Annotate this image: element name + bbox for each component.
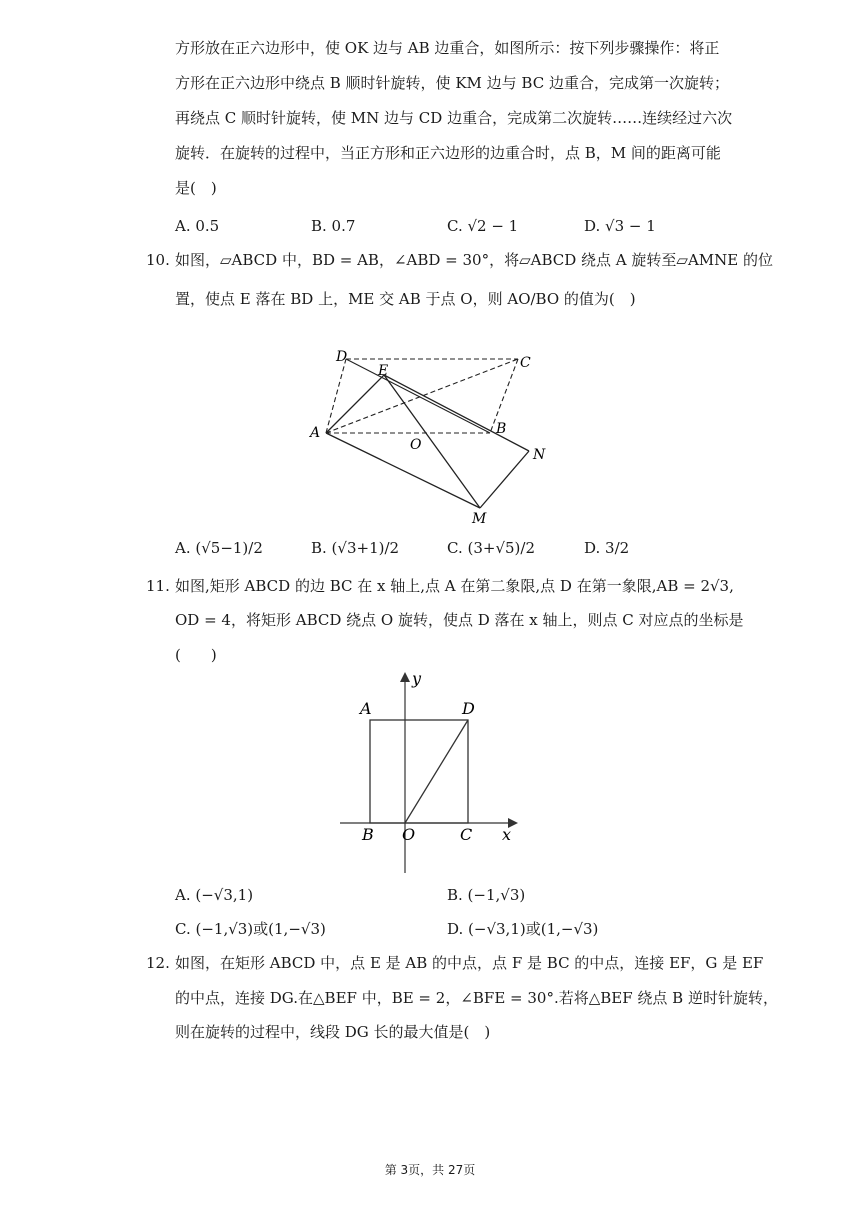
- q11-label-b: B: [362, 825, 374, 844]
- q11-line-2: OD = 4，将矩形 ABCD 绕点 O 旋转，使点 D 落在 x 轴上，则点 C 对应点的坐标是: [175, 611, 744, 629]
- q9-line-3: 再绕点 C 顺时针旋转，使 MN 边与 CD 边重合，完成第二次旋转……连续经过六次: [175, 109, 733, 127]
- q11-option-b: B. (−1,√3): [447, 886, 526, 904]
- q10-seg-am: [326, 433, 480, 508]
- q11-label-d: D: [462, 699, 475, 718]
- q11-label-y: y: [412, 669, 422, 688]
- q11-label-o: O: [402, 825, 416, 844]
- q11-option-d: D. (−√3,1)或(1,−√3): [447, 920, 599, 938]
- q11-option-a: A. (−√3,1): [175, 886, 254, 904]
- q10-label-a: A: [310, 425, 321, 441]
- q12-line-2: 的中点，连接 DG.在△BEF 中，BE = 2，∠BFE = 30°.若将△BEF 绕点 B 逆时针旋转，: [175, 989, 778, 1007]
- q10-seg-ae: [326, 375, 384, 433]
- q9-option-a: A. 0.5: [175, 217, 220, 235]
- q11-line-3: ( ): [175, 646, 217, 664]
- q12-line-3: 则在旋转的过程中，线段 DG 长的最大值是( ): [175, 1023, 491, 1041]
- q9-line-2: 方形在正六边形中绕点 B 顺时针旋转，使 KM 边与 BC 边重合，完成第一次旋转；: [175, 74, 729, 92]
- q9-option-c: C. √2 − 1: [447, 217, 519, 235]
- q10-seg-ne: [384, 375, 529, 451]
- q9-option-d: D. √3 − 1: [584, 217, 656, 235]
- q10-figure: [300, 343, 560, 528]
- q11-number: 11.: [146, 577, 170, 595]
- q11-option-c: C. (−1,√3)或(1,−√3): [175, 920, 326, 938]
- q11-seg-od: [405, 720, 468, 823]
- q10-seg-mn: [480, 451, 529, 508]
- q11-figure: [330, 668, 530, 873]
- q9-line-5: 是( ): [175, 179, 217, 197]
- q10-option-a: A. (√5−1)/2: [175, 539, 263, 557]
- q11-label-c: C: [460, 825, 473, 844]
- q11-rect-abcd: [370, 720, 468, 823]
- q11-label-a: A: [360, 699, 372, 718]
- q10-label-m: M: [472, 511, 487, 527]
- q11-y-arrow: [400, 672, 410, 682]
- q10-label-n: N: [533, 447, 546, 463]
- q10-option-d: D. 3/2: [584, 539, 630, 557]
- page-footer: 第 3页，共 27页: [384, 1163, 476, 1177]
- q10-label-e: E: [378, 363, 389, 379]
- q10-line-2: 置，使点 E 落在 BD 上，ME 交 AB 于点 O，则 AO/BO 的值为( ): [175, 290, 636, 308]
- q10-option-c: C. (3+√5)/2: [447, 539, 535, 557]
- q10-label-b: B: [496, 421, 507, 437]
- q9-line-4: 旋转．在旋转的过程中，当正方形和正六边形的边重合时，点 B，M 间的距离可能: [175, 144, 721, 162]
- q12-line-1: 如图，在矩形 ABCD 中，点 E 是 AB 的中点，点 F 是 BC 的中点，连接 EF，G 是 EF: [175, 954, 764, 972]
- q10-line-1: 如图，▱ABCD 中，BD = AB，∠ABD = 30°，将▱ABCD 绕点 A 旋转至▱AMNE 的位: [175, 251, 773, 269]
- q10-seg-ad: [326, 359, 346, 433]
- q12-number: 12.: [146, 954, 170, 972]
- q10-option-b: B. (√3+1)/2: [311, 539, 400, 557]
- q11-line-1: 如图,矩形 ABCD 的边 BC 在 x 轴上,点 A 在第二象限,点 D 在第一象限,AB = 2√3,: [175, 577, 734, 595]
- q10-label-c: C: [520, 355, 531, 371]
- q10-label-o: O: [410, 437, 422, 453]
- q10-label-d: D: [336, 349, 348, 365]
- q9-line-1: 方形放在正六边形中，使 OK 边与 AB 边重合，如图所示：按下列步骤操作：将正: [175, 39, 720, 57]
- q9-option-b: B. 0.7: [311, 217, 356, 235]
- q10-number: 10.: [146, 251, 170, 269]
- q11-label-x: x: [502, 825, 512, 844]
- q10-seg-em: [384, 375, 480, 508]
- q10-seg-ac: [326, 359, 518, 433]
